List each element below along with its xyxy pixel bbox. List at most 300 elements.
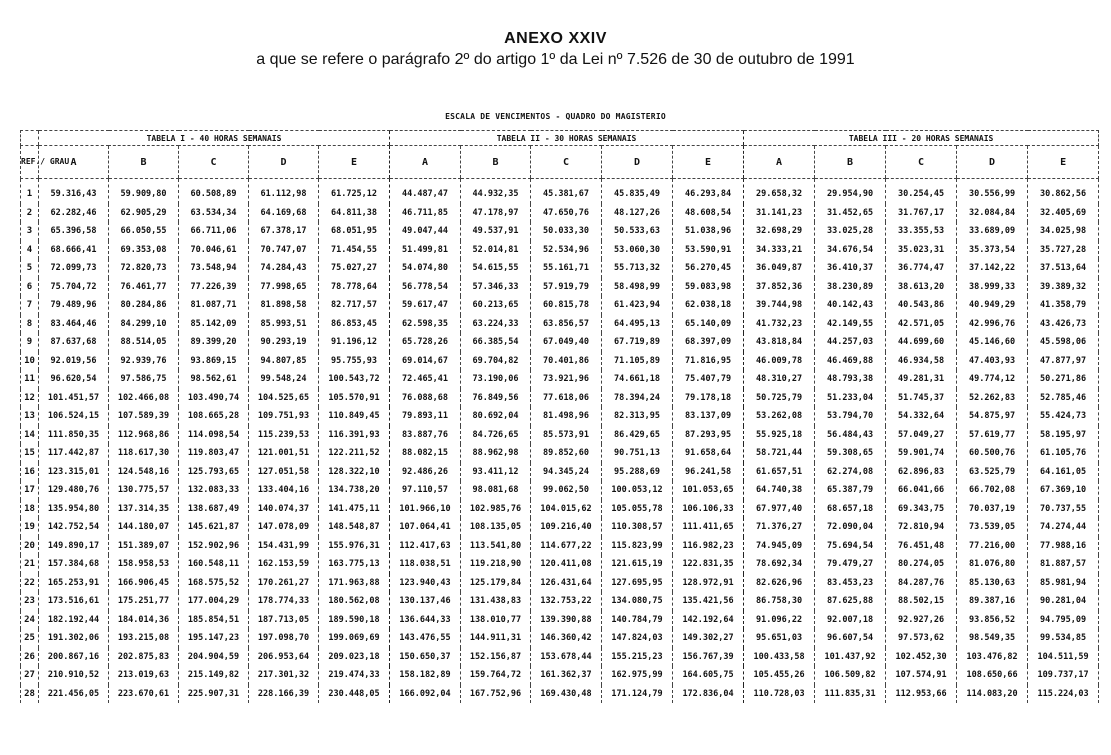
salary-cell: 66.050,55 xyxy=(109,222,179,241)
salary-cell: 189.590,18 xyxy=(319,611,390,630)
salary-cell: 152.156,87 xyxy=(461,648,531,667)
grade-cell: 18 xyxy=(21,500,39,519)
column-header: B xyxy=(461,146,531,179)
salary-cell: 46.293,84 xyxy=(673,179,744,204)
salary-cell: 52.014,81 xyxy=(461,241,531,260)
salary-cell: 184.014,36 xyxy=(109,611,179,630)
salary-cell: 84.287,76 xyxy=(886,574,957,593)
salary-cell: 197.098,70 xyxy=(249,629,319,648)
salary-cell: 119.218,90 xyxy=(461,555,531,574)
salary-cell: 70.401,86 xyxy=(531,352,602,371)
table-row xyxy=(21,444,1099,463)
table-row xyxy=(21,555,1099,574)
salary-cell: 84.299,10 xyxy=(109,315,179,334)
salary-cell: 85.981,94 xyxy=(1028,574,1099,593)
salary-table-body xyxy=(21,179,1099,704)
salary-cell: 54.332,64 xyxy=(886,407,957,426)
salary-cell: 53.794,70 xyxy=(815,407,886,426)
salary-cell: 94.795,09 xyxy=(1028,611,1099,630)
salary-cell: 142.752,54 xyxy=(39,518,109,537)
salary-cell: 57.049,27 xyxy=(886,426,957,445)
salary-cell: 85.130,63 xyxy=(957,574,1028,593)
salary-cell: 56.270,45 xyxy=(673,259,744,278)
salary-cell: 80.284,86 xyxy=(109,296,179,315)
salary-cell: 49.047,44 xyxy=(390,222,461,241)
annex-title: ANEXO XXIV xyxy=(504,30,607,47)
salary-cell: 50.725,79 xyxy=(744,389,815,408)
salary-cell: 70.046,61 xyxy=(179,241,249,260)
salary-cell: 53.060,30 xyxy=(602,241,673,260)
column-header: C xyxy=(531,146,602,179)
table-row xyxy=(21,259,1099,278)
salary-cell: 86.758,30 xyxy=(744,592,815,611)
salary-cell: 42.996,76 xyxy=(957,315,1028,334)
salary-cell: 122.831,35 xyxy=(673,555,744,574)
salary-cell: 91.096,22 xyxy=(744,611,815,630)
salary-cell: 78.692,34 xyxy=(744,555,815,574)
salary-cell: 89.852,60 xyxy=(531,444,602,463)
salary-cell: 146.360,42 xyxy=(531,629,602,648)
salary-cell: 106.106,33 xyxy=(673,500,744,519)
salary-cell: 100.543,72 xyxy=(319,370,390,389)
salary-cell: 96.620,54 xyxy=(39,370,109,389)
salary-cell: 66.711,06 xyxy=(179,222,249,241)
salary-cell: 62.038,18 xyxy=(673,296,744,315)
salary-cell: 59.909,80 xyxy=(109,179,179,204)
salary-cell: 102.985,76 xyxy=(461,500,531,519)
salary-scale-table xyxy=(20,130,1099,703)
salary-table-container xyxy=(20,130,1098,703)
salary-cell: 101.451,57 xyxy=(39,389,109,408)
salary-cell: 40.949,29 xyxy=(957,296,1028,315)
salary-cell: 99.062,50 xyxy=(531,481,602,500)
salary-cell: 68.657,18 xyxy=(815,500,886,519)
salary-cell: 71.454,55 xyxy=(319,241,390,260)
salary-cell: 29.954,90 xyxy=(815,179,886,204)
salary-cell: 156.767,39 xyxy=(673,648,744,667)
salary-cell: 47.403,93 xyxy=(957,352,1028,371)
salary-cell: 90.751,13 xyxy=(602,444,673,463)
salary-cell: 64.811,38 xyxy=(319,204,390,223)
salary-cell: 76.461,77 xyxy=(109,278,179,297)
salary-cell: 79.893,11 xyxy=(390,407,461,426)
salary-cell: 180.562,08 xyxy=(319,592,390,611)
salary-cell: 171.124,79 xyxy=(602,685,673,704)
salary-cell: 169.430,48 xyxy=(531,685,602,704)
salary-cell: 73.921,96 xyxy=(531,370,602,389)
table-row xyxy=(21,222,1099,241)
salary-cell: 104.525,65 xyxy=(249,389,319,408)
grade-cell: 22 xyxy=(21,574,39,593)
ref-grade-header: REF./ GRAU xyxy=(21,146,39,179)
salary-cell: 109.737,17 xyxy=(1028,666,1099,685)
salary-cell: 124.548,16 xyxy=(109,463,179,482)
column-header: D xyxy=(249,146,319,179)
grade-cell: 1 xyxy=(21,179,39,204)
salary-cell: 213.019,63 xyxy=(109,666,179,685)
salary-cell: 159.764,72 xyxy=(461,666,531,685)
table-row xyxy=(21,592,1099,611)
salary-cell: 80.274,05 xyxy=(886,555,957,574)
salary-cell: 70.037,19 xyxy=(957,500,1028,519)
salary-cell: 89.399,20 xyxy=(179,333,249,352)
salary-cell: 114.677,22 xyxy=(531,537,602,556)
salary-cell: 52.262,83 xyxy=(957,389,1028,408)
salary-cell: 49.774,12 xyxy=(957,370,1028,389)
salary-cell: 38.230,89 xyxy=(815,278,886,297)
salary-cell: 50.033,30 xyxy=(531,222,602,241)
salary-cell: 77.998,65 xyxy=(249,278,319,297)
salary-cell: 100.053,12 xyxy=(602,481,673,500)
group-header-table-2: TABELA II - 30 HORAS SEMANAIS xyxy=(390,131,744,146)
salary-cell: 137.314,35 xyxy=(109,500,179,519)
salary-cell: 135.954,80 xyxy=(39,500,109,519)
salary-cell: 59.316,43 xyxy=(39,179,109,204)
salary-cell: 63.224,33 xyxy=(461,315,531,334)
grade-cell: 21 xyxy=(21,555,39,574)
salary-cell: 162.153,59 xyxy=(249,555,319,574)
salary-cell: 62.282,46 xyxy=(39,204,109,223)
salary-cell: 60.500,76 xyxy=(957,444,1028,463)
salary-cell: 147.078,09 xyxy=(249,518,319,537)
salary-cell: 51.745,37 xyxy=(886,389,957,408)
salary-cell: 133.404,16 xyxy=(249,481,319,500)
salary-cell: 92.927,26 xyxy=(886,611,957,630)
salary-cell: 121.615,19 xyxy=(602,555,673,574)
salary-cell: 88.962,98 xyxy=(461,444,531,463)
column-header: A xyxy=(390,146,461,179)
salary-cell: 33.689,09 xyxy=(957,222,1028,241)
table-row xyxy=(21,500,1099,519)
salary-cell: 55.424,73 xyxy=(1028,407,1099,426)
salary-cell: 37.513,64 xyxy=(1028,259,1099,278)
salary-cell: 75.027,27 xyxy=(319,259,390,278)
salary-cell: 79.479,27 xyxy=(815,555,886,574)
grade-cell: 25 xyxy=(21,629,39,648)
table-row xyxy=(21,518,1099,537)
salary-cell: 123.315,01 xyxy=(39,463,109,482)
group-header-table-1: TABELA I - 40 HORAS SEMANAIS xyxy=(39,131,390,146)
salary-cell: 118.617,30 xyxy=(109,444,179,463)
salary-cell: 33.355,53 xyxy=(886,222,957,241)
table-row xyxy=(21,537,1099,556)
salary-cell: 92.939,76 xyxy=(109,352,179,371)
salary-cell: 104.511,59 xyxy=(1028,648,1099,667)
salary-cell: 139.390,88 xyxy=(531,611,602,630)
salary-cell: 32.698,29 xyxy=(744,222,815,241)
grade-cell: 2 xyxy=(21,204,39,223)
grade-cell: 14 xyxy=(21,426,39,445)
salary-cell: 77.618,06 xyxy=(531,389,602,408)
salary-cell: 64.495,13 xyxy=(602,315,673,334)
grade-cell: 23 xyxy=(21,592,39,611)
salary-cell: 113.541,80 xyxy=(461,537,531,556)
salary-cell: 158.958,53 xyxy=(109,555,179,574)
table-row xyxy=(21,407,1099,426)
salary-cell: 91.658,64 xyxy=(673,444,744,463)
salary-cell: 153.678,44 xyxy=(531,648,602,667)
salary-cell: 115.224,03 xyxy=(1028,685,1099,704)
salary-cell: 60.815,78 xyxy=(531,296,602,315)
grade-cell: 19 xyxy=(21,518,39,537)
salary-cell: 46.469,88 xyxy=(815,352,886,371)
salary-cell: 87.293,95 xyxy=(673,426,744,445)
grade-cell: 9 xyxy=(21,333,39,352)
salary-cell: 193.215,08 xyxy=(109,629,179,648)
salary-cell: 148.548,87 xyxy=(319,518,390,537)
salary-cell: 81.076,80 xyxy=(957,555,1028,574)
salary-cell: 92.486,26 xyxy=(390,463,461,482)
salary-cell: 101.053,65 xyxy=(673,481,744,500)
salary-cell: 36.410,37 xyxy=(815,259,886,278)
salary-cell: 200.867,16 xyxy=(39,648,109,667)
salary-cell: 74.284,43 xyxy=(249,259,319,278)
salary-cell: 51.038,96 xyxy=(673,222,744,241)
grade-cell: 24 xyxy=(21,611,39,630)
salary-cell: 30.254,45 xyxy=(886,179,957,204)
salary-cell: 44.487,47 xyxy=(390,179,461,204)
salary-cell: 69.353,08 xyxy=(109,241,179,260)
salary-cell: 64.169,68 xyxy=(249,204,319,223)
salary-cell: 82.313,95 xyxy=(602,407,673,426)
salary-cell: 202.875,83 xyxy=(109,648,179,667)
grade-cell: 3 xyxy=(21,222,39,241)
table-row xyxy=(21,685,1099,704)
salary-cell: 42.571,05 xyxy=(886,315,957,334)
salary-cell: 157.384,68 xyxy=(39,555,109,574)
salary-cell: 74.661,18 xyxy=(602,370,673,389)
salary-cell: 81.898,58 xyxy=(249,296,319,315)
salary-cell: 74.274,44 xyxy=(1028,518,1099,537)
salary-cell: 114.083,20 xyxy=(957,685,1028,704)
salary-cell: 105.055,78 xyxy=(602,500,673,519)
salary-cell: 125.179,84 xyxy=(461,574,531,593)
salary-cell: 223.670,61 xyxy=(109,685,179,704)
salary-cell: 204.904,59 xyxy=(179,648,249,667)
salary-cell: 99.548,24 xyxy=(249,370,319,389)
salary-cell: 108.665,28 xyxy=(179,407,249,426)
salary-cell: 66.041,66 xyxy=(886,481,957,500)
salary-cell: 77.226,39 xyxy=(179,278,249,297)
salary-cell: 96.241,58 xyxy=(673,463,744,482)
column-header: E xyxy=(1028,146,1099,179)
salary-cell: 170.261,27 xyxy=(249,574,319,593)
salary-cell: 67.977,40 xyxy=(744,500,815,519)
salary-cell: 43.426,73 xyxy=(1028,315,1099,334)
column-header-row xyxy=(21,146,1099,179)
salary-cell: 47.877,97 xyxy=(1028,352,1099,371)
salary-cell: 92.007,18 xyxy=(815,611,886,630)
salary-cell: 172.836,04 xyxy=(673,685,744,704)
salary-cell: 111.850,35 xyxy=(39,426,109,445)
salary-cell: 72.090,04 xyxy=(815,518,886,537)
salary-cell: 88.082,15 xyxy=(390,444,461,463)
salary-cell: 121.001,51 xyxy=(249,444,319,463)
salary-cell: 63.525,79 xyxy=(957,463,1028,482)
salary-cell: 54.615,55 xyxy=(461,259,531,278)
salary-cell: 106.509,82 xyxy=(815,666,886,685)
salary-cell: 41.732,23 xyxy=(744,315,815,334)
table-row xyxy=(21,629,1099,648)
salary-cell: 115.239,53 xyxy=(249,426,319,445)
salary-cell: 103.476,82 xyxy=(957,648,1028,667)
salary-cell: 34.676,54 xyxy=(815,241,886,260)
salary-cell: 36.049,87 xyxy=(744,259,815,278)
salary-cell: 75.694,54 xyxy=(815,537,886,556)
salary-cell: 158.182,89 xyxy=(390,666,461,685)
salary-cell: 115.823,99 xyxy=(602,537,673,556)
column-header: C xyxy=(179,146,249,179)
salary-cell: 85.573,91 xyxy=(531,426,602,445)
table-row xyxy=(21,278,1099,297)
salary-cell: 31.452,65 xyxy=(815,204,886,223)
salary-cell: 106.524,15 xyxy=(39,407,109,426)
salary-cell: 135.421,56 xyxy=(673,592,744,611)
salary-cell: 110.728,03 xyxy=(744,685,815,704)
salary-cell: 57.346,33 xyxy=(461,278,531,297)
column-header: B xyxy=(815,146,886,179)
salary-cell: 132.083,33 xyxy=(179,481,249,500)
salary-cell: 209.023,18 xyxy=(319,648,390,667)
salary-cell: 88.502,15 xyxy=(886,592,957,611)
salary-cell: 59.617,47 xyxy=(390,296,461,315)
salary-cell: 71.105,89 xyxy=(602,352,673,371)
salary-cell: 94.345,24 xyxy=(531,463,602,482)
salary-cell: 30.862,56 xyxy=(1028,179,1099,204)
table-row xyxy=(21,179,1099,204)
salary-cell: 35.023,31 xyxy=(886,241,957,260)
salary-cell: 131.438,83 xyxy=(461,592,531,611)
salary-cell: 38.999,33 xyxy=(957,278,1028,297)
salary-cell: 129.480,76 xyxy=(39,481,109,500)
salary-cell: 99.534,85 xyxy=(1028,629,1099,648)
salary-cell: 230.448,05 xyxy=(319,685,390,704)
column-header: B xyxy=(109,146,179,179)
salary-cell: 126.431,64 xyxy=(531,574,602,593)
grade-cell: 7 xyxy=(21,296,39,315)
grade-cell: 10 xyxy=(21,352,39,371)
salary-cell: 167.752,96 xyxy=(461,685,531,704)
salary-cell: 76.849,56 xyxy=(461,389,531,408)
salary-cell: 145.621,87 xyxy=(179,518,249,537)
salary-cell: 55.161,71 xyxy=(531,259,602,278)
column-header: D xyxy=(602,146,673,179)
salary-cell: 98.081,68 xyxy=(461,481,531,500)
salary-cell: 81.887,57 xyxy=(1028,555,1099,574)
salary-cell: 97.586,75 xyxy=(109,370,179,389)
salary-cell: 165.253,91 xyxy=(39,574,109,593)
table-row xyxy=(21,352,1099,371)
salary-cell: 69.014,67 xyxy=(390,352,461,371)
salary-cell: 95.288,69 xyxy=(602,463,673,482)
salary-cell: 120.411,08 xyxy=(531,555,602,574)
salary-cell: 40.543,86 xyxy=(886,296,957,315)
salary-cell: 75.704,72 xyxy=(39,278,109,297)
salary-cell: 77.988,16 xyxy=(1028,537,1099,556)
salary-cell: 51.499,81 xyxy=(390,241,461,260)
salary-cell: 62.274,08 xyxy=(815,463,886,482)
salary-cell: 59.083,98 xyxy=(673,278,744,297)
salary-cell: 79.489,96 xyxy=(39,296,109,315)
salary-cell: 73.548,94 xyxy=(179,259,249,278)
salary-cell: 46.711,85 xyxy=(390,204,461,223)
salary-cell: 112.968,86 xyxy=(109,426,179,445)
salary-cell: 73.539,05 xyxy=(957,518,1028,537)
salary-cell: 53.590,91 xyxy=(673,241,744,260)
salary-cell: 87.637,68 xyxy=(39,333,109,352)
salary-cell: 83.464,46 xyxy=(39,315,109,334)
salary-cell: 83.137,09 xyxy=(673,407,744,426)
salary-cell: 69.343,75 xyxy=(886,500,957,519)
salary-cell: 140.074,37 xyxy=(249,500,319,519)
salary-cell: 228.166,39 xyxy=(249,685,319,704)
salary-cell: 50.533,63 xyxy=(602,222,673,241)
table-row xyxy=(21,426,1099,445)
salary-cell: 108.650,66 xyxy=(957,666,1028,685)
salary-cell: 88.514,05 xyxy=(109,333,179,352)
salary-cell: 134.738,20 xyxy=(319,481,390,500)
salary-cell: 58.498,99 xyxy=(602,278,673,297)
salary-cell: 39.389,32 xyxy=(1028,278,1099,297)
salary-cell: 67.378,17 xyxy=(249,222,319,241)
salary-cell: 136.644,33 xyxy=(390,611,461,630)
salary-cell: 64.740,38 xyxy=(744,481,815,500)
salary-cell: 191.302,06 xyxy=(39,629,109,648)
salary-cell: 178.774,33 xyxy=(249,592,319,611)
salary-cell: 47.178,97 xyxy=(461,204,531,223)
salary-cell: 154.431,99 xyxy=(249,537,319,556)
salary-cell: 182.192,44 xyxy=(39,611,109,630)
salary-cell: 48.608,54 xyxy=(673,204,744,223)
salary-cell: 61.112,98 xyxy=(249,179,319,204)
salary-cell: 59.901,74 xyxy=(886,444,957,463)
table-row xyxy=(21,611,1099,630)
column-header: A xyxy=(744,146,815,179)
salary-cell: 155.215,23 xyxy=(602,648,673,667)
salary-cell: 143.476,55 xyxy=(390,629,461,648)
salary-cell: 37.142,22 xyxy=(957,259,1028,278)
salary-cell: 58.721,44 xyxy=(744,444,815,463)
salary-cell: 52.785,46 xyxy=(1028,389,1099,408)
salary-cell: 199.069,69 xyxy=(319,629,390,648)
salary-cell: 130.137,46 xyxy=(390,592,461,611)
salary-cell: 85.993,51 xyxy=(249,315,319,334)
salary-cell: 45.381,67 xyxy=(531,179,602,204)
salary-cell: 48.127,26 xyxy=(602,204,673,223)
salary-cell: 97.573,62 xyxy=(886,629,957,648)
salary-cell: 93.411,12 xyxy=(461,463,531,482)
salary-cell: 31.141,23 xyxy=(744,204,815,223)
salary-cell: 60.508,89 xyxy=(179,179,249,204)
salary-cell: 67.049,40 xyxy=(531,333,602,352)
salary-cell: 79.178,18 xyxy=(673,389,744,408)
salary-cell: 185.854,51 xyxy=(179,611,249,630)
table-row xyxy=(21,481,1099,500)
salary-cell: 105.570,91 xyxy=(319,389,390,408)
salary-cell: 102.452,30 xyxy=(886,648,957,667)
salary-cell: 164.605,75 xyxy=(673,666,744,685)
salary-cell: 161.362,37 xyxy=(531,666,602,685)
salary-cell: 40.142,43 xyxy=(815,296,886,315)
salary-cell: 66.702,08 xyxy=(957,481,1028,500)
column-header: D xyxy=(957,146,1028,179)
salary-cell: 149.890,17 xyxy=(39,537,109,556)
salary-cell: 36.774,47 xyxy=(886,259,957,278)
salary-cell: 51.233,04 xyxy=(815,389,886,408)
salary-cell: 104.015,62 xyxy=(531,500,602,519)
salary-cell: 84.726,65 xyxy=(461,426,531,445)
salary-cell: 74.945,09 xyxy=(744,537,815,556)
